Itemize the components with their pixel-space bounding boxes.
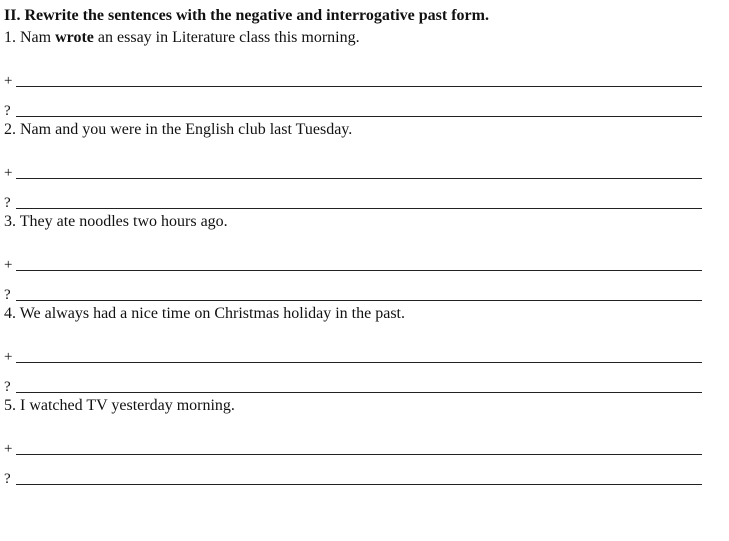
answer-line[interactable] xyxy=(16,85,702,87)
answer-line[interactable] xyxy=(16,177,702,179)
question-keyword: wrote xyxy=(55,29,94,46)
question-text-before: Nam xyxy=(16,29,56,46)
question-text xyxy=(4,28,704,60)
answer-line[interactable] xyxy=(16,207,702,209)
negative-answer-row[interactable] xyxy=(4,336,704,366)
question-number: 5. xyxy=(4,397,16,414)
question-text xyxy=(4,120,704,152)
interrogative-sign: ? xyxy=(4,103,11,119)
negative-answer-row[interactable] xyxy=(4,428,704,458)
question-number: 4. xyxy=(4,305,16,322)
question-4 xyxy=(4,304,704,396)
question-text-before: Nam and you were in the English club last Tuesday. xyxy=(16,121,353,138)
question-text xyxy=(4,396,704,428)
question-3 xyxy=(4,212,704,304)
interrogative-sign: ? xyxy=(4,379,11,395)
question-number: 1. xyxy=(4,29,16,46)
answer-line[interactable] xyxy=(16,115,702,117)
worksheet xyxy=(4,6,704,488)
interrogative-answer-row[interactable] xyxy=(4,366,704,396)
negative-answer-row[interactable] xyxy=(4,244,704,274)
exercise-heading: II. Rewrite the sentences with the negative and interrogative past form. xyxy=(4,7,489,24)
answer-line[interactable] xyxy=(16,453,702,455)
negative-sign: + xyxy=(4,349,13,365)
question-number: 2. xyxy=(4,121,16,138)
answer-line[interactable] xyxy=(16,483,702,485)
negative-sign: + xyxy=(4,257,13,273)
question-text-before: They ate noodles two hours ago. xyxy=(16,213,228,230)
negative-sign: + xyxy=(4,441,13,457)
interrogative-sign: ? xyxy=(4,195,11,211)
question-text xyxy=(4,212,704,244)
answer-line[interactable] xyxy=(16,391,702,393)
negative-sign: + xyxy=(4,165,13,181)
question-text-after: an essay in Literature class this morning. xyxy=(93,29,360,46)
negative-answer-row[interactable] xyxy=(4,152,704,182)
question-5 xyxy=(4,396,704,488)
interrogative-sign: ? xyxy=(4,287,11,303)
question-2 xyxy=(4,120,704,212)
interrogative-answer-row[interactable] xyxy=(4,458,704,488)
question-text-before: We always had a nice time on Christmas holiday in the past. xyxy=(16,305,405,322)
answer-line[interactable] xyxy=(16,299,702,301)
question-1 xyxy=(4,28,704,120)
question-text-before: I watched TV yesterday morning. xyxy=(16,397,235,414)
answer-line[interactable] xyxy=(16,269,702,271)
negative-answer-row[interactable] xyxy=(4,60,704,90)
negative-sign: + xyxy=(4,73,13,89)
interrogative-answer-row[interactable] xyxy=(4,182,704,212)
interrogative-sign: ? xyxy=(4,471,11,487)
question-text xyxy=(4,304,704,336)
question-number: 3. xyxy=(4,213,16,230)
interrogative-answer-row[interactable] xyxy=(4,90,704,120)
interrogative-answer-row[interactable] xyxy=(4,274,704,304)
answer-line[interactable] xyxy=(16,361,702,363)
